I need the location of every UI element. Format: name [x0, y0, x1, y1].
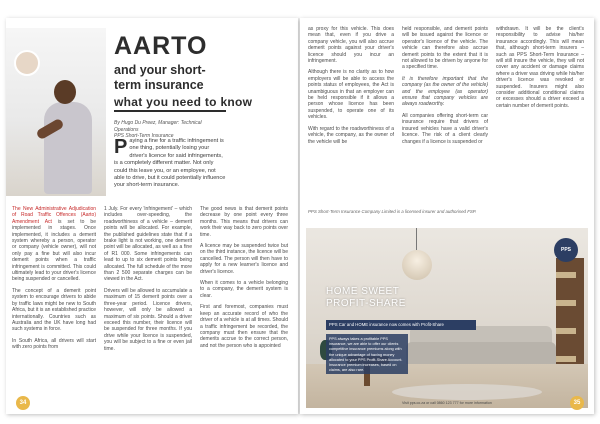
paragraph: A licence may be suspended twice but on the third instance, the licence will be cancelled. The person will then have to apply for a new learner's licence and driver's licence.	[200, 243, 288, 275]
act-link[interactable]: The New Administrative Adjudication of Road Traffic Offences (Aarto) Amendment Act	[12, 206, 96, 225]
phone-icon	[14, 50, 40, 76]
paragraph: First and foremost, companies must keep an accurate record of who the driver of a vehicle is at all times. Should a traffic infringement be recorded, the company must then ensure that the demerits accrue to the correct person, and not the person who is appointed	[200, 304, 288, 349]
person-head	[54, 80, 76, 104]
left-column-3	[200, 206, 288, 402]
byline-author: By Hugo Du Preez, Manager: Technical Operations	[114, 120, 202, 133]
paragraph: With regard to the roadworthiness of a vehicle, the company, as the owner of the vehicle will be	[308, 125, 394, 145]
paragraph: Drivers will be allowed to accumulate a maximum of 15 demerit points over a three-year period. Licence drivers, however, will only be allowed a maximum of six points. Should a driver exceed this number, their licence will be suspended for three months. If you drive while your licence is suspended, you will be subject to a fine or even jail time.	[104, 287, 192, 352]
ad-headline-line1: HOME SWEET	[326, 286, 400, 297]
shelf-books	[556, 272, 576, 278]
right-column-3	[496, 26, 584, 206]
page-number-right: 35	[570, 396, 584, 410]
person-figure	[44, 102, 92, 194]
article-tagline-text: what you need to know	[114, 95, 253, 109]
article-photo	[6, 28, 106, 196]
ad-headline-line2: PROFIT-SHARE	[326, 298, 406, 309]
tagline-underline	[114, 110, 226, 112]
lead-text: aying a fine for a traffic infringement is one thing, potentially losing your driver's licence for said infringements, is a completely different matter. Not only could this leave you, or an employee, not able to drive, but it could potentially influence your short-term insurance.	[114, 138, 226, 189]
paragraph: The good news is that demerit points decrease by one point every three months. This means that drivers can work their way back to zero points over time.	[200, 206, 288, 238]
paragraph: All companies offering short-term car insurance require that drivers of insured vehicles have a valid driver's licence. The risk of a client clearly changes if a licence is suspended or	[402, 112, 488, 145]
shelf-books	[556, 356, 576, 362]
article-tagline	[114, 95, 252, 112]
article-subtitle: and your short-term insurance	[114, 63, 206, 92]
left-column-2	[104, 206, 192, 402]
bookshelf	[556, 258, 584, 378]
right-column-1	[308, 26, 394, 206]
shelf-books	[556, 328, 576, 334]
paragraph: The concept of a demerit point system to encourage drivers to abide by traffic laws might be new to South Africa, but it is an established practice internationally. Countries such as Australia and the UK have long had such systems in force.	[12, 287, 96, 333]
paragraph: In South Africa, all drivers will start with zero points from	[12, 337, 96, 351]
paragraph: held responsible, and demerit points will be issued against the licence or operator's licence of the vehicle. The vehicle can therefore also accrue demerit points to the extent that it is not allowed to be driven by anyone for a specified time.	[402, 26, 488, 71]
rug	[392, 384, 542, 400]
paragraph: When it comes to a vehicle belonging to a company, the demerit system is clear.	[200, 280, 288, 299]
lamp-cord	[416, 228, 417, 250]
advertisement[interactable]	[306, 228, 588, 408]
pendant-lamp	[402, 250, 432, 280]
byline	[114, 120, 224, 140]
left-column-1	[12, 206, 96, 396]
paragraph: as proxy for this vehicle. This does mean that, even if you drive a company vehicle, you will also accrue demerit points against your driver's licence should you incur an infringement.	[308, 26, 394, 65]
ad-banner: PPS Car and HOME insurance now comes with Profit-Share	[326, 320, 476, 330]
ad-headline	[326, 286, 406, 310]
paragraph: The New Administrative Adjudication of Road Traffic Offences (Aarto) Amendment Act is set to be implemented in stages. Once implemented, it includes a demerit system whereby a person, operator or company (vehicle owner), will not only pay a fine but will also incur demerit points when a traffic infringement is committed. This could ultimately lead to your driver's licence being suspended or cancelled.	[12, 206, 96, 283]
paragraph: withdrawn. It will be the client's responsibility to advise his/her insurance accordingly. This will mean that, although short-term insurers – such as PPS Short-Term Insurance – will still insure the vehicle, they will not cover any accident or damage claims where a driver was driving while his/her driver's licence was revoked or suspended. Insurers might also consider additional conditional claims or excesses should a driver exceed a certain number of demerit points.	[496, 26, 584, 109]
ad-body-text: PPS always takes a profitable PPS insurance, we are able to offer our clients competitive insurance premiums along with the unique advantage of having money allocated to your PPS Profit-Share Account. Insurance premium increases, based on claims, are also rare.	[326, 334, 408, 374]
page-number-left: 34	[16, 396, 30, 410]
lead-paragraph	[114, 138, 226, 190]
drop-cap: P	[114, 136, 128, 158]
pps-logo: PPS	[554, 238, 578, 262]
ad-footer: Visit pps.co.za or call 0860 123 777 for more information	[402, 401, 492, 405]
right-column-2	[402, 26, 488, 206]
paragraph: 1 July. For every 'infringement' – which includes over-speeding, the roadworthiness of a vehicle – demerit points will be allocated. For example, the published guidelines state that if a brake light is not working, one demerit point will be allocated, as well as a fine of R1 000. Some infringements can lead to up to six demerit points being allocated. The full schedule of the more than 2 500 separate charges can be viewed in the Act.	[104, 206, 192, 283]
left-page	[6, 18, 298, 414]
byline-company: PPS Short-Term Insurance	[114, 133, 174, 139]
shelf-books	[556, 300, 576, 306]
right-page	[300, 18, 594, 414]
paragraph: It is therefore important that the company (as the owner of the vehicle) and the employee (as operator) ensure that company vehicles are always roadworthy.	[402, 75, 488, 108]
paragraph: Although there is no clarity as to how employers will be able to access the points status of employees, the Act is unambiguous in that an employer can be held responsible if it allows a person whose licence has been suspended, to operate one of its vehicles.	[308, 69, 394, 121]
disclaimer: PPS Short-Term Insurance Company Limited is a licensed insurer and authorised FSP.	[308, 209, 477, 214]
article-title: AARTO	[114, 32, 208, 60]
